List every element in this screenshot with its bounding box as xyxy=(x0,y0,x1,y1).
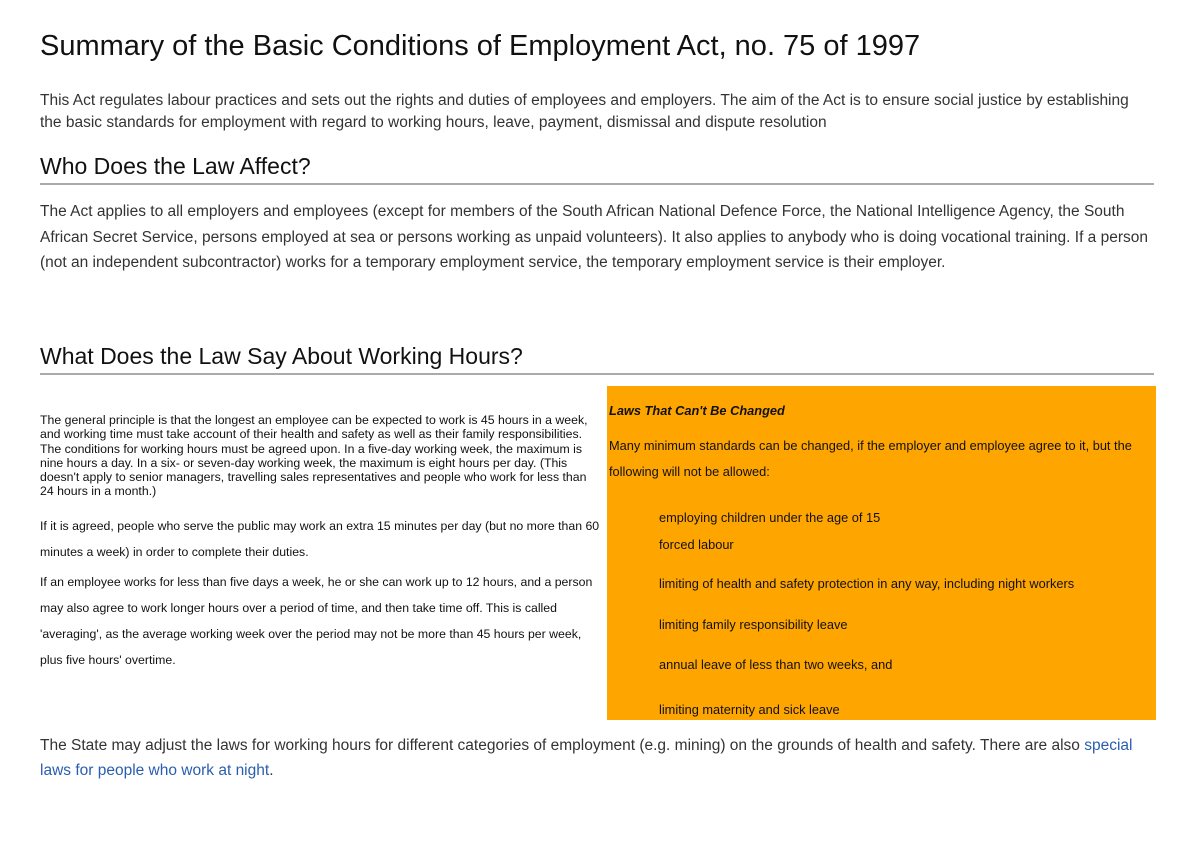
callout-intro: Many minimum standards can be changed, if the employer and employee agree to it, but the following will not be allowed: xyxy=(609,438,1132,479)
closing-text: The State may adjust the laws for working hours for different categories of employment (e.g. mining) on the grounds of health and safety. There are also xyxy=(40,737,1085,754)
callout-title: Laws That Can't Be Changed xyxy=(609,403,785,418)
callout-item: forced labour xyxy=(659,537,734,552)
callout-item: limiting of health and safety protection in any way, including night workers xyxy=(659,576,1075,591)
who-paragraph: The Act applies to all employers and employees (except for members of the South African National Defence Force, the National Intelligence Agency, the South African Secret Service, persons employed at sea or persons working as unpaid volunteers). It also applies to anybody who is doing vocational training. If a person (not an independent subcontractor) works for a temporary employment service, the temporary employment service is their employer. xyxy=(40,203,1149,271)
paragraph-extra-minutes: If it is agreed, people who serve the public may work an extra 15 minutes per day (but no more than 60 minutes a week) in order to complete their duties. xyxy=(40,518,600,559)
laws-callout-box xyxy=(607,386,1156,720)
section-heading-working-hours: What Does the Law Say About Working Hours? xyxy=(40,343,1154,375)
paragraph-averaging: If an employee works for less than five days a week, he or she can work up to 12 hours, and a person may also agree to work longer hours over a period of time, and then take time off. This is called 'averaging', as the average working week over the period may not be more than 45 hours per week, plus five hours' overtime. xyxy=(40,574,593,667)
callout-item: limiting maternity and sick leave xyxy=(659,702,840,717)
working-hours-text xyxy=(40,413,602,673)
callout-item: limiting family responsibility leave xyxy=(659,617,848,632)
closing-paragraph xyxy=(40,733,1154,783)
paragraph-general-principle: The general principle is that the longest an employee can be expected to work is 45 hours in a week, and working time must take account of their health and safety as well as their family responsibilities. The conditions for working hours must be agreed upon. In a five-day working week, the maximum is nine hours a day. In a six- or seven-day working week, the maximum is eight hours per day. (This doesn't apply to senior managers, travelling sales representatives and people who work for less than 24 hours in a month.) xyxy=(40,413,588,499)
section-heading-who: Who Does the Law Affect? xyxy=(40,153,1154,185)
callout-item: employing children under the age of 15 xyxy=(659,510,881,525)
intro-paragraph: This Act regulates labour practices and sets out the rights and duties of employees and employers. The aim of the Act is to ensure social justice by establishing the basic standards for employment with regard to working hours, leave, payment, dismissal and dispute resolution xyxy=(40,92,1129,131)
night-workers-link[interactable]: special laws for people who work at night xyxy=(40,737,1133,779)
callout-item: annual leave of less than two weeks, and xyxy=(659,657,893,672)
page-title: Summary of the Basic Conditions of Employment Act, no. 75 of 1997 xyxy=(40,30,921,62)
closing-period: . xyxy=(269,762,274,779)
